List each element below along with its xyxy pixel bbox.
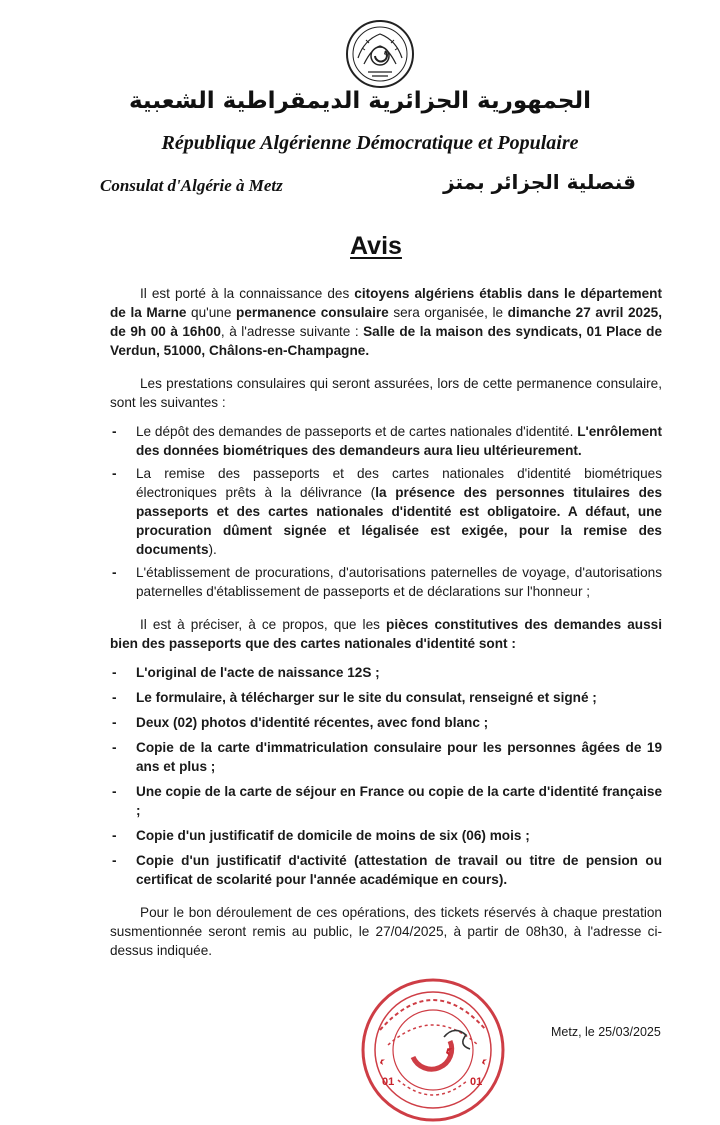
french-republic-title: République Algérienne Démocratique et Populaire: [161, 132, 579, 154]
service-bold-text: la présence des personnes titulaires des passeports et des cartes nationales d'identité est obligatoire. A défaut, une procuration dûment signée et légalisée est exigée, pour la remise des documents: [136, 485, 663, 557]
intro-bold-text: dimanche 27 avril 2025, de 9h 00 à 16h00: [110, 305, 662, 339]
documents-list: [110, 663, 662, 889]
list-item: - Une copie de la carte de séjour en France ou copie de la carte d'identité française ;: [110, 782, 662, 820]
notice-body: [110, 284, 662, 960]
services-list: [110, 422, 662, 601]
intro-bold-text: citoyens algériens établis dans le département de la Marne: [110, 286, 662, 320]
stamp-number-right: 01: [470, 1076, 483, 1088]
official-stamp-icon: [358, 975, 508, 1125]
service-text: ).: [208, 542, 217, 557]
intro-text: , à l'adresse suivante :: [220, 324, 364, 339]
service-text: La remise des passeports et des cartes nationales d'identité biométriques électroniques prêts à la délivrance (: [136, 466, 662, 500]
service-text: Le dépôt des demandes de passeports et de cartes nationales d'identité.: [136, 424, 578, 439]
list-item: - Copie d'un justificatif de domicile de moins de six (06) mois ;: [110, 826, 662, 845]
list-item: - Le formulaire, à télécharger sur le site du consulat, renseigné et signé ;: [110, 688, 662, 707]
documents-intro-paragraph: [110, 615, 662, 653]
signature-date: Metz, le 25/03/2025: [551, 1025, 661, 1039]
notice-title: Avis: [350, 232, 402, 260]
list-item: - Copie de la carte d'immatriculation consulaire pour les personnes âgées de 19 ans et plus ;: [110, 738, 662, 776]
intro-text: qu'une: [186, 305, 237, 320]
documents-intro-text: Il est à préciser, à ce propos, que les: [140, 617, 387, 632]
consulate-name-french: Consulat d'Algérie à Metz: [100, 176, 283, 195]
intro-bold-text: Salle de la maison des syndicats, 01 Place de Verdun, 51000, Châlons-en-Champagne.: [110, 324, 662, 358]
service-bold-text: L'enrôlement des données biométriques des demandeurs aura lieu ultérieurement.: [136, 424, 662, 458]
consulate-name-arabic: قنصلية الجزائر بمتز: [443, 170, 636, 194]
arabic-republic-title: الجمهورية الجزائرية الديمقراطية الشعبية: [128, 88, 592, 114]
list-item: - Deux (02) photos d'identité récentes, avec fond blanc ;: [110, 713, 662, 732]
list-item: - Copie d'un justificatif d'activité (attestation de travail ou titre de pension ou certificat de scolarité pour l'année académique en cours).: [110, 851, 662, 889]
stamp-number-left: 01: [382, 1076, 395, 1088]
intro-paragraph: [110, 284, 662, 360]
closing-paragraph: Pour le bon déroulement de ces opérations, des tickets réservés à chaque prestation susmentionnée seront remis au public, le 27/04/2025, à partir de 08h30, à l'adresse ci-dessus indiquée.: [110, 905, 662, 958]
national-emblem-icon: [344, 18, 416, 90]
signature-mark: [444, 1030, 470, 1049]
services-intro-paragraph: Les prestations consulaires qui seront assurées, lors de cette permanence consulaire, sont les suivantes :: [110, 376, 662, 410]
documents-intro-bold-text: pièces constitutives des demandes aussi bien des passeports que des cartes nationales d'identité sont :: [110, 617, 662, 651]
list-item: [110, 422, 662, 460]
list-item: [110, 464, 662, 559]
list-item: - L'établissement de procurations, d'autorisations paternelles de voyage, d'autorisations paternelles d'établissement de passeports et de déclarations sur l'honneur ;: [110, 563, 662, 601]
list-item: - L'original de l'acte de naissance 12S ;: [110, 663, 662, 682]
intro-text: sera organisée, le: [388, 305, 508, 320]
intro-text: Il est porté à la connaissance des: [140, 286, 355, 301]
intro-bold-text: permanence consulaire: [236, 305, 389, 320]
